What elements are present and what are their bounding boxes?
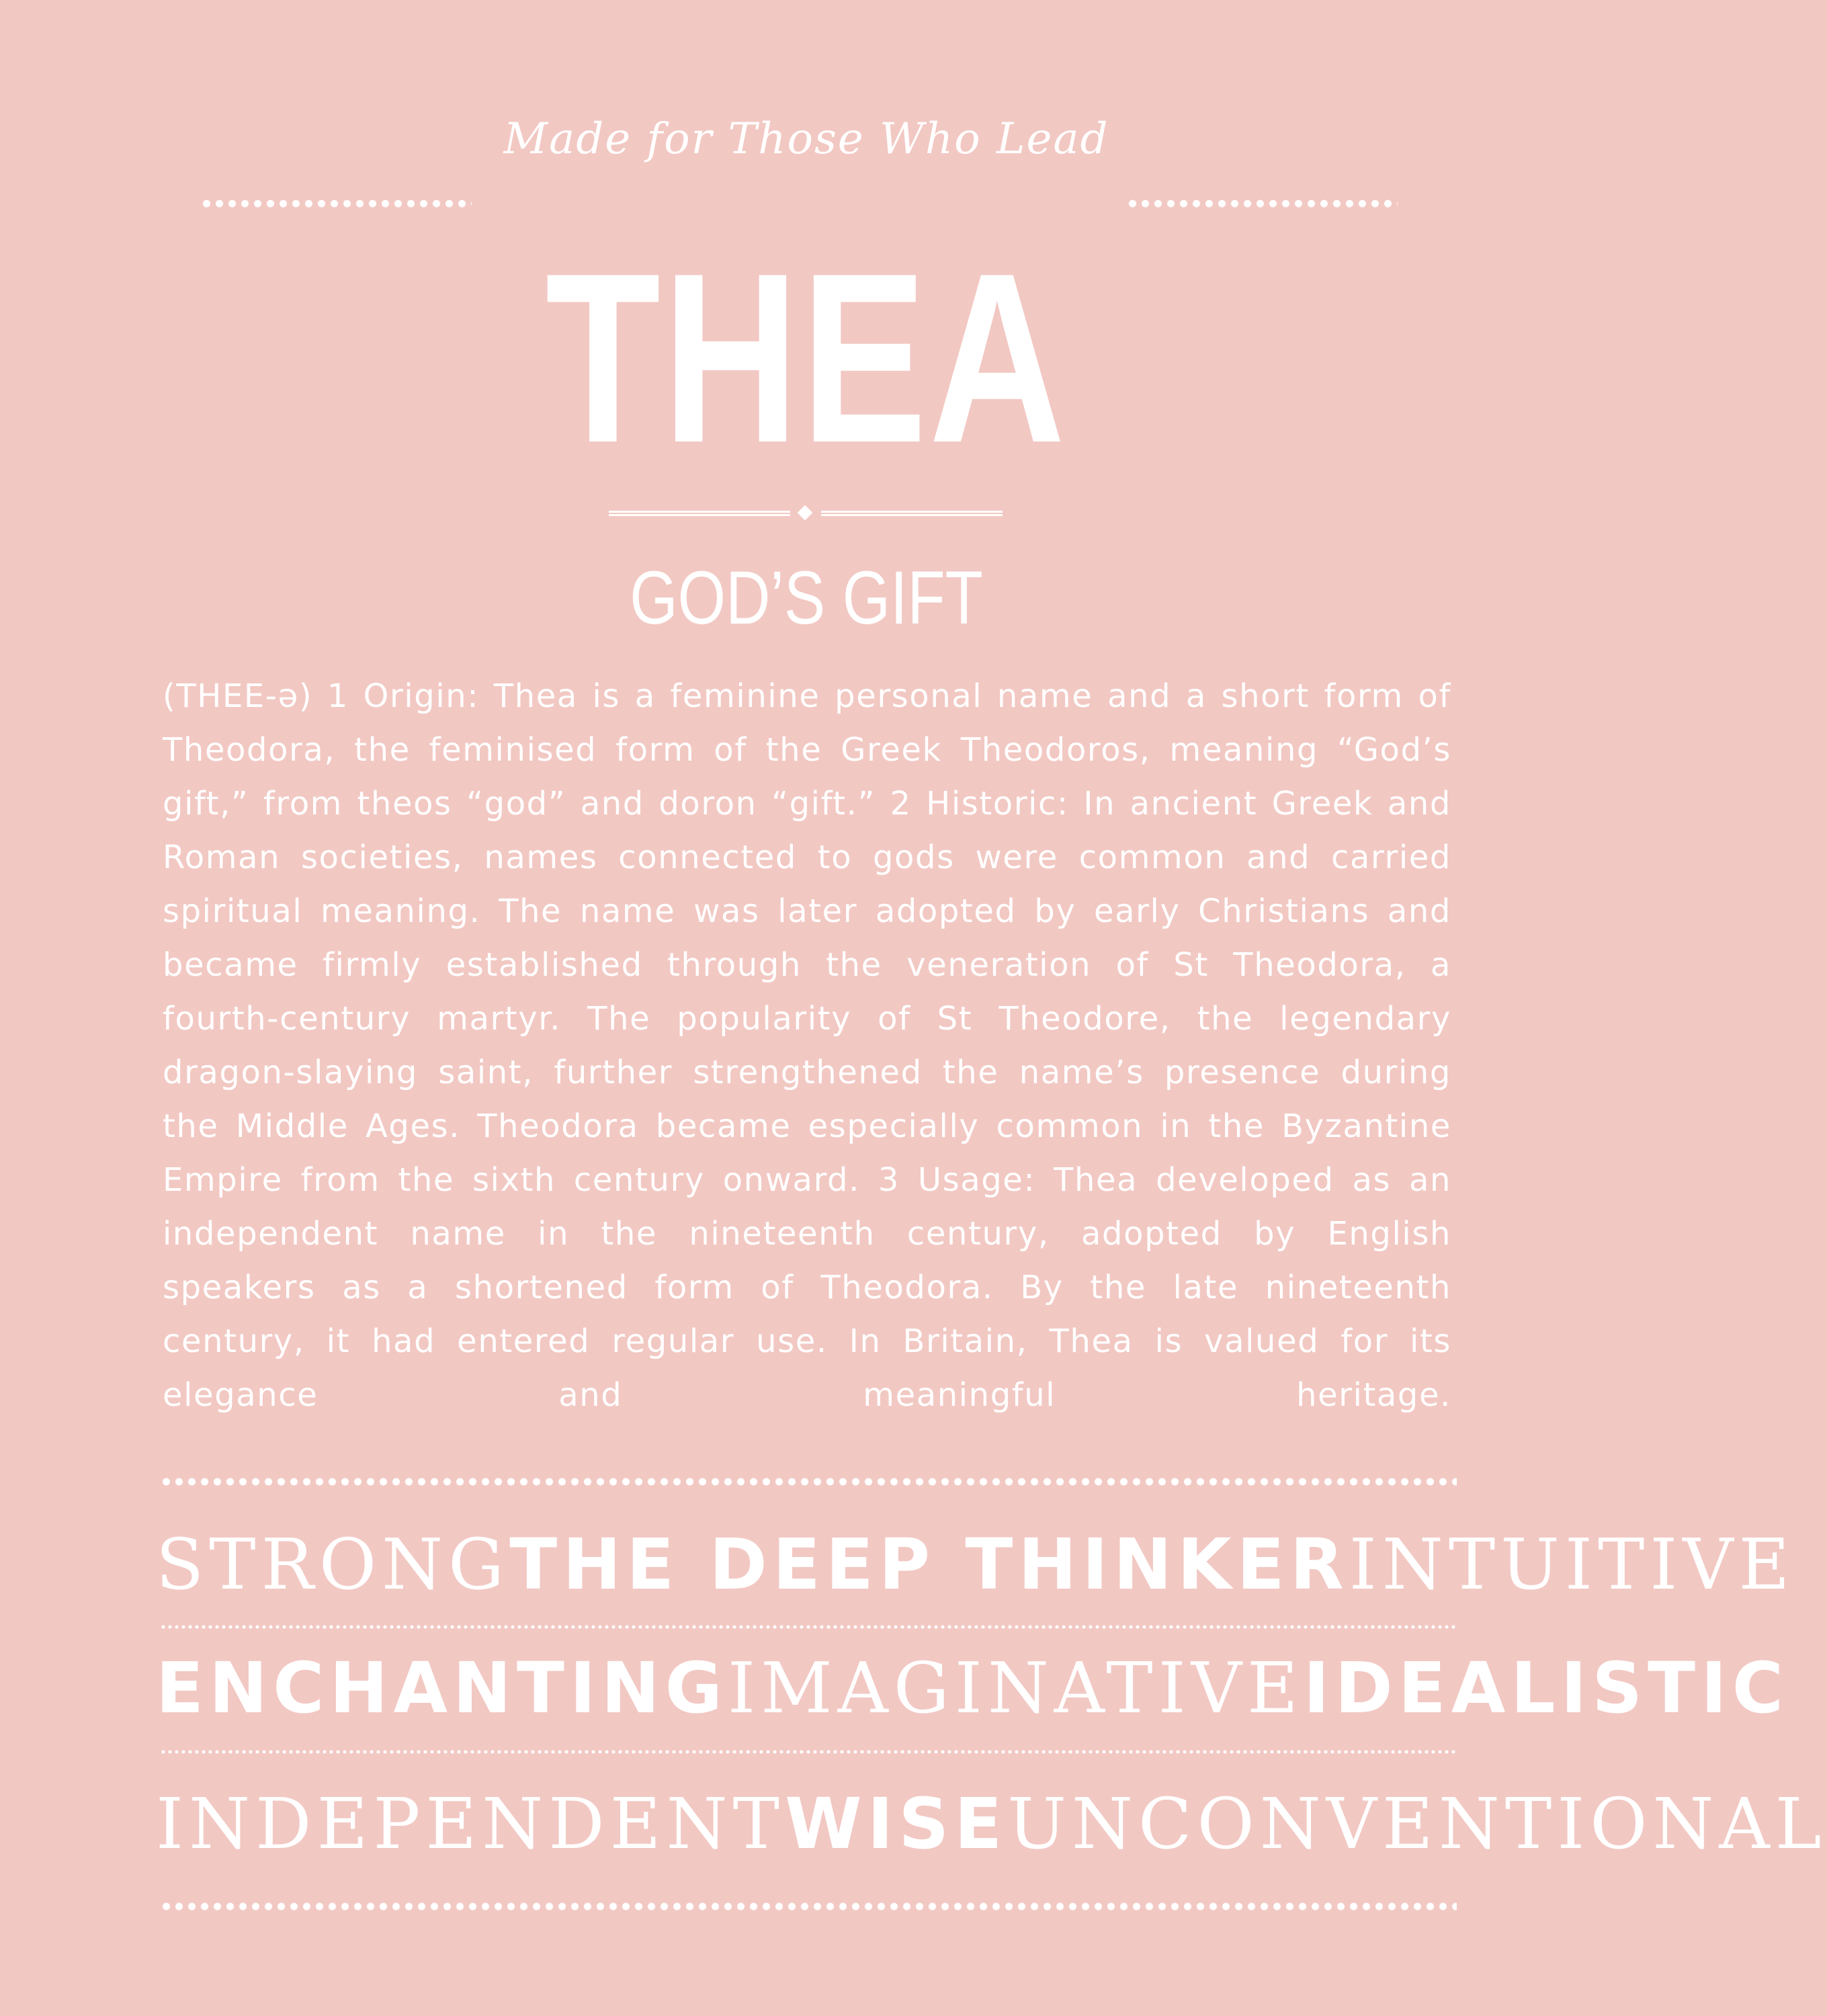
trait-intuitive: INTUITIVE bbox=[1349, 1523, 1795, 1605]
top-dotted-rule-right bbox=[1126, 199, 1398, 208]
divider-line-right bbox=[821, 511, 1003, 516]
trait-enchanting: ENCHANTING bbox=[156, 1647, 728, 1729]
trait-independent: INDEPENDENT bbox=[156, 1783, 785, 1865]
trait-the-deep-thinker: THE DEEP THINKER bbox=[509, 1523, 1349, 1605]
divider-line-left bbox=[609, 511, 790, 516]
name-meaning: GOD’S GIFT bbox=[630, 556, 983, 640]
diamond-icon bbox=[798, 505, 813, 521]
name-title: THEA bbox=[545, 223, 1068, 493]
tagline: Made for Those Who Lead bbox=[503, 114, 1109, 164]
name-description: (THEE-ə) 1 Origin: Thea is a feminine personal name and a short form of Theodora, the feminised form of the Greek Theodoros, meaning “God’s gift,” from theos “god” and doron “gift.” 2 Historic: In ancient Greek and Roman societies, names connected to gods were common and carried spiritual meaning. The name was later adopted by early Christians and became firmly established through the veneration of St Theodora, a fourth-century martyr. The popularity of St Theodore, the legendary dragon-slaying saint, further strengthened the name’s presence during the Middle Ages. Theodora became especially common in the Byzantine Empire from the sixth century onward. 3 Usage: Thea developed as an independent name in the nineteenth century, adopted by English speakers as a shortened form of Theodora. By the late nineteenth century, it had entered regular use. In Britain, Thea is valued for its elegance and meaningful heritage. bbox=[163, 677, 1451, 1414]
traits-row-1 bbox=[156, 1523, 1795, 1605]
trait-wise: WISE bbox=[784, 1783, 1008, 1865]
trait-imaginative: IMAGINATIVE bbox=[728, 1647, 1304, 1729]
trait-idealistic: IDEALISTIC bbox=[1303, 1647, 1789, 1729]
traits-separator-1 bbox=[160, 1625, 1457, 1629]
traits-bottom-dotted-rule bbox=[160, 1902, 1457, 1911]
title-divider bbox=[609, 505, 1003, 523]
top-dotted-rule-left bbox=[200, 199, 472, 208]
trait-unconventional: UNCONVENTIONAL bbox=[1007, 1783, 1827, 1865]
traits-row-2 bbox=[156, 1647, 1789, 1729]
traits-top-dotted-rule bbox=[160, 1477, 1457, 1486]
traits-separator-2 bbox=[160, 1750, 1457, 1754]
traits-row-3 bbox=[156, 1783, 1827, 1865]
trait-strong: STRONG bbox=[156, 1523, 510, 1605]
